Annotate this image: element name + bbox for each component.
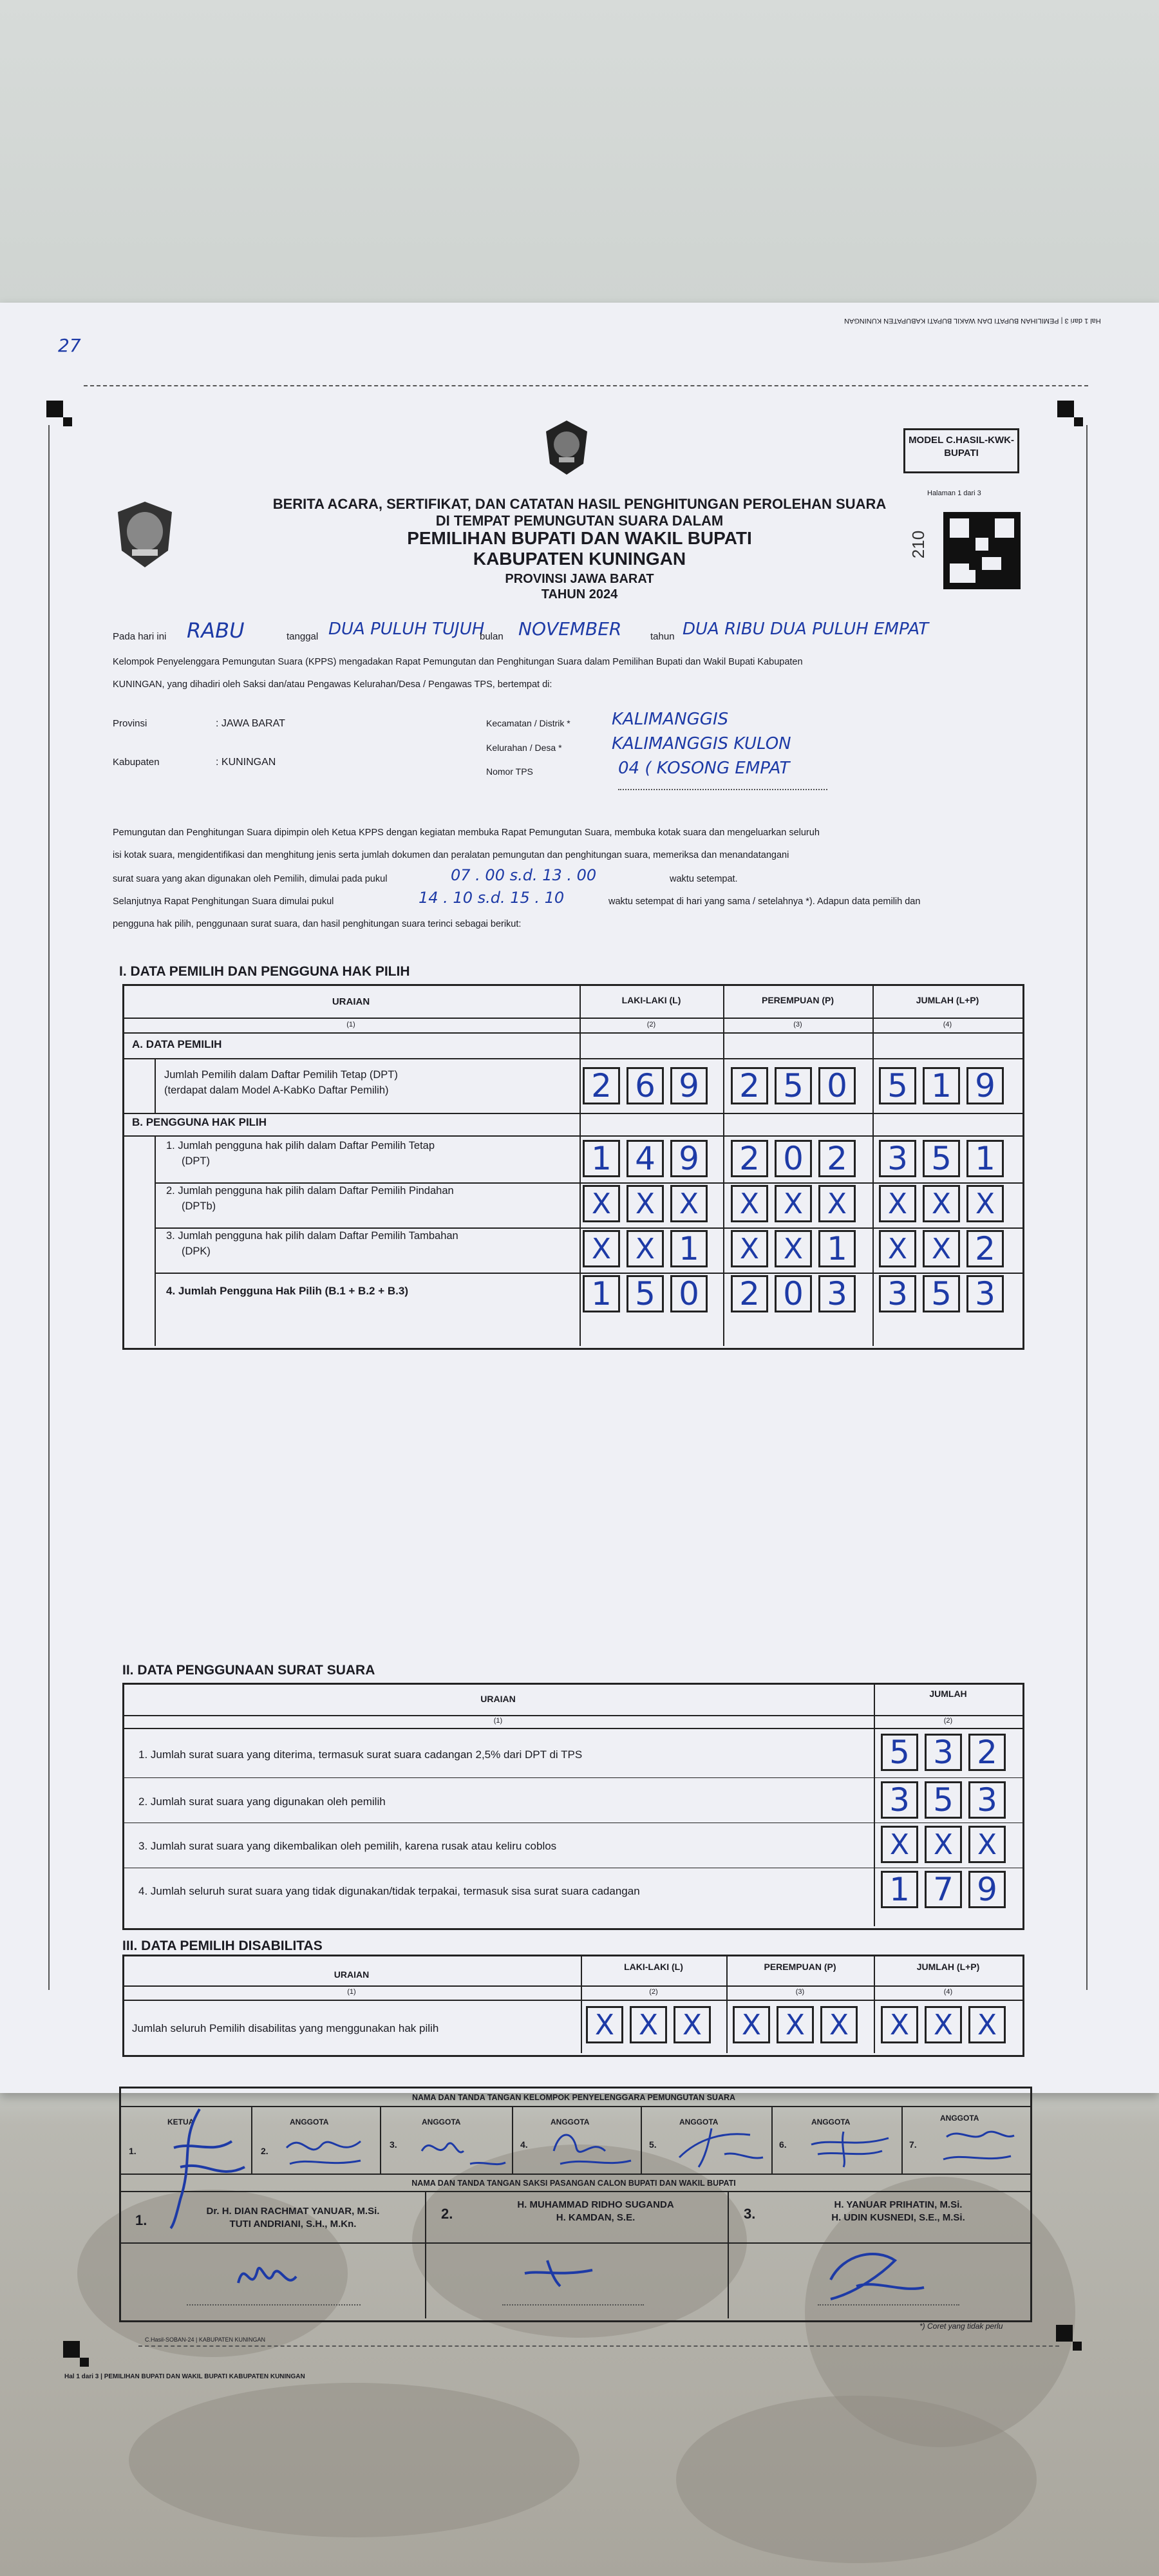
digit-box: X: [775, 1185, 812, 1222]
digit-box: X: [670, 1185, 708, 1222]
bottom-rule: [138, 2345, 1059, 2347]
registration-mark: [63, 2341, 80, 2358]
section-1-heading: I. DATA PEMILIH DAN PENGGUNA HAK PILIH: [119, 964, 410, 979]
top-strip-text: Hal 1 dari 3 | PEMILIHAN BUPATI DAN WAKIL BUPATI KABUPATEN KUNINGAN: [844, 317, 1101, 325]
digit-box: X: [879, 1185, 916, 1222]
section-3-heading: III. DATA PEMILIH DISABILITAS: [122, 1938, 323, 1953]
table-divider: [122, 1032, 1022, 1034]
table-divider: [122, 1715, 1022, 1716]
digit-box: 9: [966, 1067, 1004, 1104]
digit-box: 1: [881, 1871, 918, 1908]
disabilitas-perempuan-value: [733, 2006, 858, 2043]
table-divider: [872, 984, 874, 1346]
table-divider: [155, 1273, 1022, 1274]
digit-box: X: [630, 2006, 667, 2043]
digit-box: 5: [775, 1067, 812, 1104]
col-number: (1): [346, 1021, 355, 1028]
digit-box: X: [627, 1230, 664, 1267]
table-divider: [641, 2106, 642, 2174]
row-b2-label-1: 2. Jumlah pengguna hak pilih dalam Daftar Pemilih Pindahan: [166, 1185, 454, 1197]
tps-label: Nomor TPS: [486, 766, 533, 777]
digit-box: 5: [925, 1781, 962, 1819]
title-line-2: DI TEMPAT PEMUNGUTAN SUARA DALAM: [435, 513, 724, 529]
kpps-number: 2.: [261, 2146, 269, 2156]
kpps-number: 1.: [129, 2146, 137, 2156]
table-divider: [122, 2000, 1022, 2001]
intro-year: DUA RIBU DUA PULUH EMPAT: [683, 620, 929, 639]
table-divider: [580, 984, 581, 1346]
digit-box: 1: [966, 1140, 1004, 1177]
saksi-number-3: 3.: [744, 2206, 756, 2222]
surat-suara-value: [881, 1871, 1006, 1908]
digit-box: X: [881, 2006, 918, 2043]
digit-box: 1: [670, 1230, 708, 1267]
page-note: Halaman 1 dari 3: [927, 489, 981, 497]
table-divider: [119, 2106, 1030, 2107]
row-b3-label-1: 3. Jumlah pengguna hak pilih dalam Daftar Pemilih Tambahan: [166, 1230, 458, 1242]
digit-box: 5: [923, 1140, 960, 1177]
digit-box: X: [968, 2006, 1006, 2043]
disabilitas-row: Jumlah seluruh Pemilih disabilitas yang menggunakan hak pilih: [132, 2022, 439, 2034]
jumlah-value: [879, 1185, 1004, 1222]
surat-suara-value: [881, 1781, 1006, 1819]
table-divider: [901, 2106, 903, 2174]
table-divider: [155, 1058, 156, 1113]
jumlah-value: [879, 1230, 1004, 1267]
title-line-6: TAHUN 2024: [541, 587, 618, 601]
saksi-signature-2: [522, 2257, 599, 2293]
table-divider: [122, 1113, 1022, 1114]
surat-suara-row-1: 1. Jumlah surat suara yang diterima, termasuk surat suara cadangan 2,5% dari DPT di TPS: [138, 1748, 583, 1761]
jumlah-value: [879, 1067, 1004, 1104]
row-b3-label-2: (DPK): [182, 1245, 211, 1257]
title-line-1: BERITA ACARA, SERTIFIKAT, DAN CATATAN HASIL PENGHITUNGAN PEROLEHAN SUARA: [272, 496, 887, 512]
wall-stain: [676, 2396, 1037, 2563]
laki-laki-value: [583, 1275, 708, 1312]
registration-mark: [1057, 401, 1074, 417]
digit-box: 5: [627, 1275, 664, 1312]
digit-box: X: [925, 1826, 962, 1863]
dotted-line: [818, 2304, 959, 2306]
table-divider: [728, 2191, 729, 2318]
surat-suara-value: [881, 1734, 1006, 1771]
para-line-2: isi kotak suara, mengidentifikasi dan menghitung jenis serta jumlah dokumen dan peralatan pemungutan dan penghitungan suara, memeriksa dan menandatangani: [113, 850, 789, 860]
col-number: (4): [943, 1988, 953, 1996]
para-line-3a: surat suara yang akan digunakan oleh Pemilih, dimulai pada pukul: [113, 874, 388, 884]
subsection-b-title: B. PENGGUNA HAK PILIH: [132, 1116, 267, 1128]
perempuan-value: [731, 1185, 856, 1222]
perempuan-value: [731, 1275, 856, 1312]
col-header-jumlah: JUMLAH (L+P): [916, 1962, 980, 1972]
table-divider: [155, 1135, 156, 1346]
kabupaten-kuningan-logo-icon: [113, 499, 177, 570]
digit-box: 3: [879, 1140, 916, 1177]
digit-box: 4: [627, 1140, 664, 1177]
kpps-number: 3.: [390, 2139, 397, 2150]
digit-box: X: [818, 1185, 856, 1222]
top-rule: [84, 385, 1088, 386]
digit-box: X: [583, 1230, 620, 1267]
row-b4-label: 4. Jumlah Pengguna Hak Pilih (B.1 + B.2 + B.3): [166, 1285, 408, 1297]
regency-value: : KUNINGAN: [216, 757, 276, 768]
table-divider: [771, 2106, 773, 2174]
intro-label-month: bulan: [480, 631, 504, 642]
digit-box: X: [820, 2006, 858, 2043]
model-box: MODEL C.HASIL-KWK-BUPATI: [903, 428, 1019, 473]
digit-box: X: [775, 1230, 812, 1267]
digit-box: X: [966, 1185, 1004, 1222]
tps-value: 04 ( KOSONG EMPAT: [618, 759, 790, 778]
regency-label: Kabupaten: [113, 757, 160, 768]
digit-box: 5: [879, 1067, 916, 1104]
para-line-4a: Selanjutnya Rapat Penghitungan Suara dimulai pukul: [113, 896, 334, 907]
col-number: (1): [347, 1988, 356, 1996]
digit-box: X: [731, 1230, 768, 1267]
corner-note: 27: [58, 335, 81, 356]
disabilitas-laki-laki-value: [586, 2006, 711, 2043]
digit-box: 5: [923, 1275, 960, 1312]
row-a-label-1: Jumlah Pemilih dalam Daftar Pemilih Tetap (DPT): [164, 1069, 398, 1081]
start-time: 07 . 00 s.d. 13 . 00: [451, 866, 597, 884]
col-number: (2): [649, 1988, 658, 1996]
digit-box: 3: [925, 1734, 962, 1771]
digit-box: 3: [881, 1781, 918, 1819]
digit-box: X: [968, 1826, 1006, 1863]
laki-laki-value: [583, 1230, 708, 1267]
surat-suara-row-4: 4. Jumlah seluruh surat suara yang tidak digunakan/tidak terpakai, termasuk sisa surat suara cadangan: [138, 1885, 640, 1897]
dotted-line: [187, 2304, 361, 2306]
digit-box: 2: [968, 1734, 1006, 1771]
village-label: Kelurahan / Desa *: [486, 743, 562, 753]
digit-box: X: [925, 2006, 962, 2043]
digit-box: 9: [968, 1871, 1006, 1908]
saksi-signature-3: [818, 2241, 927, 2309]
surat-suara-row-3: 3. Jumlah surat suara yang dikembalikan oleh pemilih, karena rusak atau keliru coblos: [138, 1840, 557, 1852]
jumlah-value: [879, 1140, 1004, 1177]
kpps-signature-7: [934, 2124, 1024, 2172]
laki-laki-value: [583, 1140, 708, 1177]
digit-box: 2: [731, 1140, 768, 1177]
kpps-signature-6: [805, 2125, 895, 2174]
digit-box: 6: [627, 1067, 664, 1104]
digit-box: 0: [818, 1067, 856, 1104]
digit-box: X: [583, 1185, 620, 1222]
surat-suara-row-2: 2. Jumlah surat suara yang digunakan oleh pemilih: [138, 1795, 386, 1808]
col-number: (1): [493, 1717, 503, 1725]
form-sheet: [0, 303, 1159, 2380]
col-header-jumlah: JUMLAH (L+P): [916, 995, 979, 1005]
saksi-2-name-b: H. KAMDAN, S.E.: [556, 2212, 636, 2223]
col-header-laki-laki: LAKI-LAKI (L): [621, 995, 681, 1005]
jumlah-value: [879, 1275, 1004, 1312]
kpps-signature-4: [547, 2125, 637, 2174]
digit-box: 3: [818, 1275, 856, 1312]
province-value: : JAWA BARAT: [216, 718, 285, 729]
district-value: KALIMANGGIS: [612, 710, 729, 729]
anggota-label: ANGGOTA: [422, 2117, 461, 2126]
kpps-signature-2: [283, 2128, 373, 2177]
village-value: KALIMANGGIS KULON: [612, 734, 791, 753]
digit-box: X: [923, 1185, 960, 1222]
col-header-laki-laki: LAKI-LAKI (L): [624, 1962, 683, 1972]
kpps-title: NAMA DAN TANDA TANGAN KELOMPOK PENYELENGGARA PEMUNGUTAN SUARA: [411, 2093, 736, 2102]
intro-month: NOVEMBER: [518, 618, 622, 639]
digit-box: 1: [818, 1230, 856, 1267]
section-2-heading: II. DATA PENGGUNAAN SURAT SUARA: [122, 1663, 375, 1678]
intro-label-year: tahun: [650, 631, 675, 642]
digit-box: X: [881, 1826, 918, 1863]
kpps-number: 4.: [520, 2139, 528, 2150]
digit-box: 1: [583, 1275, 620, 1312]
col-header-jumlah: JUMLAH: [929, 1689, 967, 1699]
province-label: Provinsi: [113, 718, 147, 729]
footnote: *) Coret yang tidak perlu: [919, 2322, 1003, 2331]
table-divider: [119, 2174, 1030, 2175]
digit-box: 0: [670, 1275, 708, 1312]
digit-box: 1: [923, 1067, 960, 1104]
saksi-2-name-a: H. MUHAMMAD RIDHO SUGANDA: [517, 2199, 674, 2210]
col-number: (2): [646, 1021, 656, 1028]
digit-box: 2: [731, 1067, 768, 1104]
anggota-label: ANGGOTA: [940, 2114, 979, 2123]
saksi-1-name-b: TUTI ANDRIANI, S.H., M.Kn.: [229, 2219, 357, 2230]
footer-bottom: Hal 1 dari 3 | PEMILIHAN BUPATI DAN WAKIL BUPATI KABUPATEN KUNINGAN: [64, 2373, 305, 2380]
disabilitas-jumlah-value: [881, 2006, 1006, 2043]
table-divider: [122, 1777, 1022, 1778]
table-divider: [425, 2191, 426, 2318]
dotted-line: [618, 789, 827, 790]
digit-box: X: [777, 2006, 814, 2043]
digit-box: X: [923, 1230, 960, 1267]
kpps-number: 6.: [779, 2139, 787, 2150]
intro-day: RABU: [187, 618, 245, 643]
digit-box: 3: [879, 1275, 916, 1312]
digit-box: 2: [583, 1067, 620, 1104]
digit-box: 3: [966, 1275, 1004, 1312]
intro-date: DUA PULUH TUJUH: [328, 620, 485, 639]
digit-box: X: [586, 2006, 623, 2043]
anggota-label: ANGGOTA: [290, 2117, 329, 2126]
table-divider: [380, 2106, 381, 2174]
table-divider: [122, 1985, 1022, 1987]
digit-box: 9: [670, 1067, 708, 1104]
table-divider: [119, 2191, 1030, 2192]
perempuan-value: [731, 1140, 856, 1177]
table-divider: [155, 1227, 1022, 1229]
row-b2-label-2: (DPTb): [182, 1200, 216, 1212]
digit-box: 9: [670, 1140, 708, 1177]
row-b1-label-1: 1. Jumlah pengguna hak pilih dalam Daftar Pemilih Tetap: [166, 1140, 435, 1151]
para-line-5: pengguna hak pilih, penggunaan surat suara, dan hasil penghitungan suara terinci sebagai berikut:: [113, 919, 522, 929]
kpps-number: 7.: [909, 2139, 917, 2150]
row-b1-label-2: (DPT): [182, 1155, 210, 1167]
registration-mark: [80, 2358, 89, 2367]
laki-laki-value: [583, 1185, 708, 1222]
saksi-3-name-b: H. UDIN KUSNEDI, S.E., M.Si.: [831, 2212, 965, 2223]
digit-box: 2: [818, 1140, 856, 1177]
digit-box: X: [879, 1230, 916, 1267]
table-divider: [251, 2106, 252, 2174]
count-time: 14 . 10 s.d. 15 . 10: [419, 889, 565, 907]
table-divider: [122, 1728, 1022, 1729]
anggota-label: ANGGOTA: [811, 2117, 851, 2126]
perempuan-value: [731, 1230, 856, 1267]
saksi-title: NAMA DAN TANDA TANGAN SAKSI PASANGAN CALON BUPATI DAN WAKIL BUPATI: [411, 2179, 736, 2188]
kpps-signature-3: [419, 2132, 509, 2174]
title-line-5: PROVINSI JAWA BARAT: [505, 572, 654, 586]
digit-box: 2: [966, 1230, 1004, 1267]
intro-line-3: KUNINGAN, yang dihadiri oleh Saksi dan/atau Pengawas Kelurahan/Desa / Pengawas TPS, bertempat di:: [113, 679, 552, 690]
intro-label-day: Pada hari ini: [113, 631, 167, 642]
digit-box: X: [627, 1185, 664, 1222]
digit-box: 7: [925, 1871, 962, 1908]
col-header-perempuan: PEREMPUAN (P): [761, 995, 834, 1005]
saksi-number-2: 2.: [441, 2206, 453, 2222]
registration-mark: [1073, 2342, 1082, 2351]
para-line-1: Pemungutan dan Penghitungan Suara dipimpin oleh Ketua KPPS dengan kegiatan membuka Rapat Pemungutan Suara, membuka kotak suara dan mengeluarkan seluruh: [113, 828, 820, 838]
table-divider: [122, 1135, 1022, 1137]
col-number: (3): [793, 1021, 802, 1028]
anggota-label: ANGGOTA: [679, 2117, 719, 2126]
table-divider: [122, 1018, 1022, 1019]
col-header-uraian: URAIAN: [332, 996, 370, 1007]
col-header-perempuan: PEREMPUAN (P): [764, 1962, 836, 1972]
intro-line-2: Kelompok Penyelenggara Pemungutan Suara (KPPS) mengadakan Rapat Pemungutan dan Penghitungan Suara dalam Pemilihan Bupati dan Wakil Bupati Kabupaten: [113, 657, 803, 667]
title-line-4: KABUPATEN KUNINGAN: [473, 549, 686, 569]
kpps-signature-5: [673, 2125, 769, 2174]
registration-mark: [46, 401, 63, 417]
table-divider: [155, 1182, 1022, 1184]
col-number: (4): [943, 1021, 952, 1028]
footer-left-small: C.Hasil-SOBAN-24 | KABUPATEN KUNINGAN: [145, 2336, 266, 2343]
col-number: (3): [795, 1988, 805, 1996]
digit-box: 2: [731, 1275, 768, 1312]
table-divider: [723, 984, 724, 1346]
table-divider: [512, 2106, 513, 2174]
col-header-uraian: URAIAN: [480, 1694, 516, 1704]
kpu-logo-icon: [541, 419, 592, 477]
anggota-label: ANGGOTA: [551, 2117, 590, 2126]
subsection-a-title: A. DATA PEMILIH: [132, 1038, 222, 1050]
digit-box: 0: [775, 1140, 812, 1177]
row-a-label-2: (terdapat dalam Model A-KabKo Daftar Pemilih): [164, 1084, 389, 1096]
digit-box: 1: [583, 1140, 620, 1177]
ketua-label: KETUA: [167, 2117, 194, 2126]
para-line-4b: waktu setempat di hari yang sama / setelahnya *). Adapun data pemilih dan: [608, 896, 921, 907]
digit-box: 0: [775, 1275, 812, 1312]
registration-mark: [1056, 2325, 1073, 2342]
perempuan-value: [731, 1067, 856, 1104]
digit-box: X: [674, 2006, 711, 2043]
form-code: 210: [909, 530, 928, 559]
title-line-3: PEMILIHAN BUPATI DAN WAKIL BUPATI: [407, 528, 752, 548]
digit-box: 5: [881, 1734, 918, 1771]
saksi-1-name-a: Dr. H. DIAN RACHMAT YANUAR, M.Si.: [206, 2206, 380, 2217]
laki-laki-value: [583, 1067, 708, 1104]
saksi-number-1: 1.: [135, 2212, 147, 2228]
intro-label-date: tanggal: [287, 631, 319, 642]
para-line-3b: waktu setempat.: [670, 874, 738, 884]
col-header-uraian: URAIAN: [334, 1969, 370, 1980]
digit-box: X: [733, 2006, 770, 2043]
saksi-3-name-a: H. YANUAR PRIHATIN, M.Si.: [834, 2199, 963, 2210]
kpps-number: 5.: [649, 2139, 657, 2150]
surat-suara-value: [881, 1826, 1006, 1863]
col-number: (2): [943, 1717, 953, 1725]
wall-stain: [129, 2383, 580, 2537]
digit-box: 3: [968, 1781, 1006, 1819]
dotted-line: [502, 2304, 644, 2306]
saksi-signature-1: [232, 2251, 309, 2306]
table-divider: [122, 1058, 1022, 1059]
digit-box: X: [731, 1185, 768, 1222]
district-label: Kecamatan / Distrik *: [486, 718, 570, 728]
